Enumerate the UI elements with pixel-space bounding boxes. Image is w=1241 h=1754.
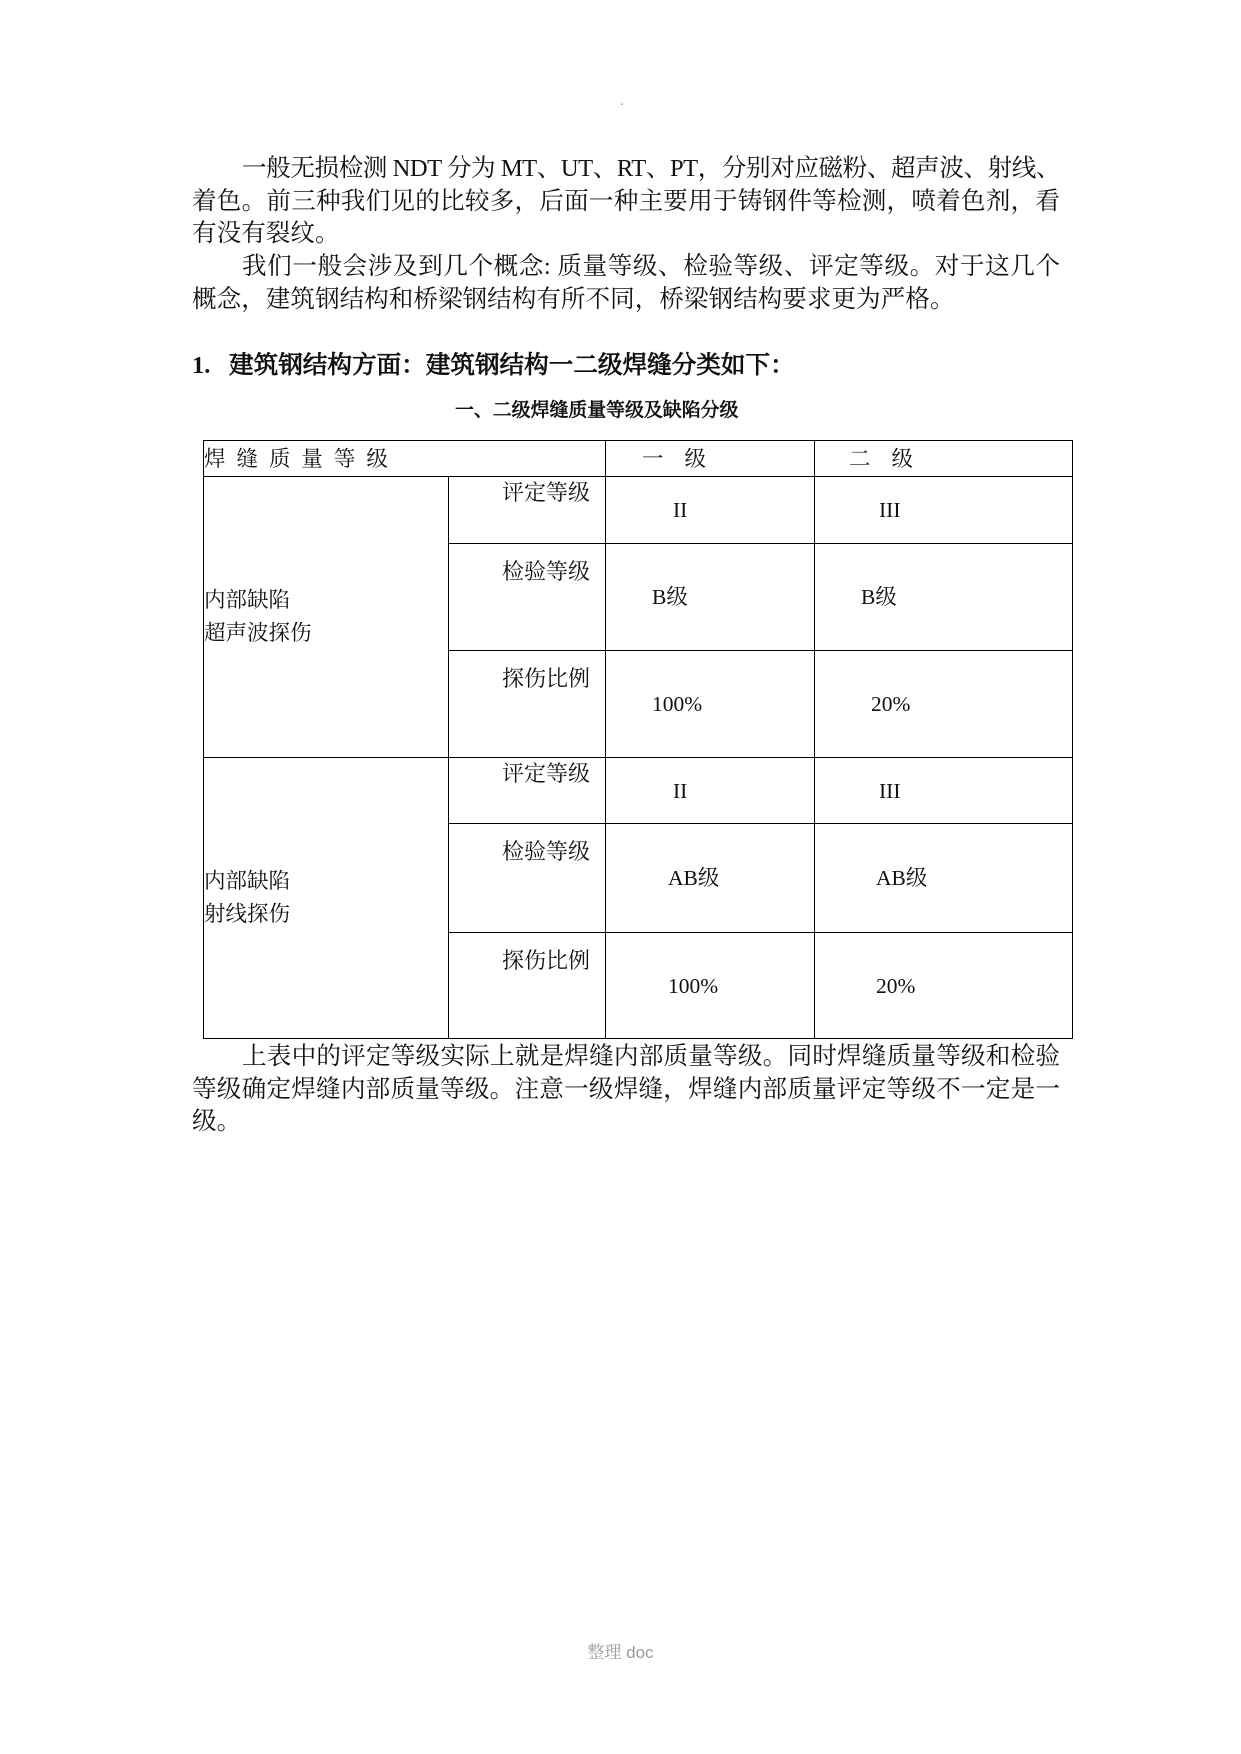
paragraph-line: 一般无损检测 NDT 分为 MT、UT、RT、PT，分别对应磁粉、超声波、射线、 — [242, 155, 1060, 182]
grade-1-value: II — [606, 758, 815, 824]
grade-1-value: 100% — [606, 933, 815, 1039]
section-number: 1. — [192, 352, 211, 379]
grade-2-value: III — [815, 758, 1073, 824]
paragraph-line: 着色。前三种我们见的比较多，后面一种主要用于铸钢件等检测，喷着色剂，看 — [192, 187, 1060, 215]
header-grade-1: 一 级 — [606, 441, 815, 477]
paragraph-line: 有没有裂纹。 — [192, 220, 340, 248]
row-item-label: 评定等级 — [449, 758, 606, 824]
grade-2-value: 20% — [815, 651, 1073, 758]
table-header-row — [204, 441, 1073, 477]
row-item-label: 检验等级 — [449, 544, 606, 651]
weld-grade-table — [203, 440, 1073, 1039]
table-row — [204, 758, 1073, 824]
row-item-label: 探伤比例 — [449, 651, 606, 758]
grade-2-value: B级 — [815, 544, 1073, 651]
group-label-line: 射线探伤 — [204, 902, 291, 926]
paragraph-line: 上表中的评定等级实际上就是焊缝内部质量等级。同时焊缝质量等级和检验 — [242, 1043, 1060, 1070]
section-heading — [192, 350, 795, 383]
intro-paragraph-1 — [192, 153, 1060, 251]
paragraph-line: 等级确定焊缝内部质量等级。注意一级焊缝，焊缝内部质量评定等级不一定是一 — [192, 1075, 1060, 1103]
section-title: 建筑钢结构方面：建筑钢结构一二级焊缝分类如下： — [229, 352, 795, 379]
row-item-label: 检验等级 — [449, 824, 606, 933]
group-label-line: 超声波探伤 — [204, 621, 312, 645]
paragraph-line: 级。 — [192, 1108, 242, 1136]
grade-2-value: 20% — [815, 933, 1073, 1039]
grade-1-value: II — [606, 477, 815, 544]
grade-1-value: 100% — [606, 651, 815, 758]
group-label-radiographic — [204, 758, 449, 1039]
grade-1-value: B级 — [606, 544, 815, 651]
header-mark: . — [620, 94, 624, 109]
grade-1-value: AB级 — [606, 824, 815, 933]
group-label-line: 内部缺陷 — [204, 869, 291, 893]
grade-2-value: III — [815, 477, 1073, 544]
grade-2-value: AB级 — [815, 824, 1073, 933]
group-label-ultrasonic — [204, 477, 449, 758]
paragraph-line: 概念，建筑钢结构和桥梁钢结构有所不同，桥梁钢结构要求更为严格。 — [192, 285, 955, 313]
paragraph-line: 我们一般会涉及到几个概念: 质量等级、检验等级、评定等级。对于这几个 — [242, 253, 1060, 280]
row-item-label: 评定等级 — [449, 477, 606, 544]
table-row — [204, 477, 1073, 544]
conclusion-paragraph — [192, 1041, 1060, 1139]
table-caption: 一、二级焊缝质量等级及缺陷分级 — [455, 400, 739, 421]
group-label-line: 内部缺陷 — [204, 588, 291, 612]
row-item-label: 探伤比例 — [449, 933, 606, 1039]
header-quality-grade: 焊 缝 质 量 等 级 — [204, 441, 606, 477]
intro-paragraph-2 — [192, 251, 1060, 316]
header-grade-2: 二 级 — [815, 441, 1073, 477]
page-footer: 整理 doc — [587, 1643, 654, 1662]
